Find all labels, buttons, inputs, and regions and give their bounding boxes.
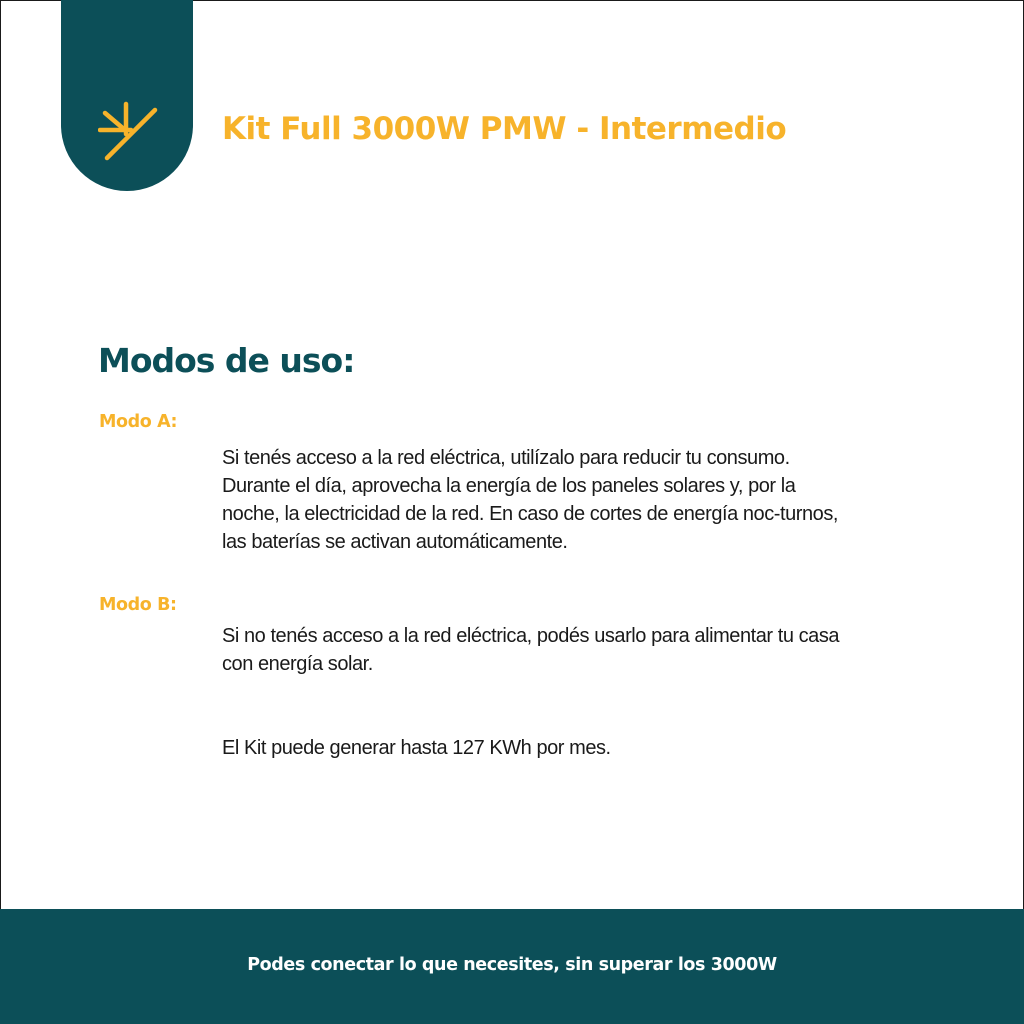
mode-b-description: Si no tenés acceso a la red eléctrica, podés usarlo para alimentar tu casa con energía solar. [222,625,840,675]
sun-burst-icon [98,101,158,161]
footer-banner [0,909,1024,1024]
footer-text: Podes conectar lo que necesites, sin superar los 3000W [247,955,777,975]
mode-a-label: Modo A: [99,412,178,432]
mode-a-description: Si tenés acceso a la red eléctrica, utilízalo para reducir tu consumo. Durante el día, aprovecha la energía de los paneles solares y, por la noche, la electricidad de la red. En caso de cortes de energía noc-turnos, las baterías se activan automáticamente. [222,447,838,553]
logo-tab [61,0,193,191]
mode-b-label: Modo B: [99,595,177,615]
section-heading: Modos de uso: [98,341,355,380]
page-title: Kit Full 3000W PMW - Intermedio [222,111,787,147]
capacity-note: El Kit puede generar hasta 127 KWh por mes. [222,737,611,759]
